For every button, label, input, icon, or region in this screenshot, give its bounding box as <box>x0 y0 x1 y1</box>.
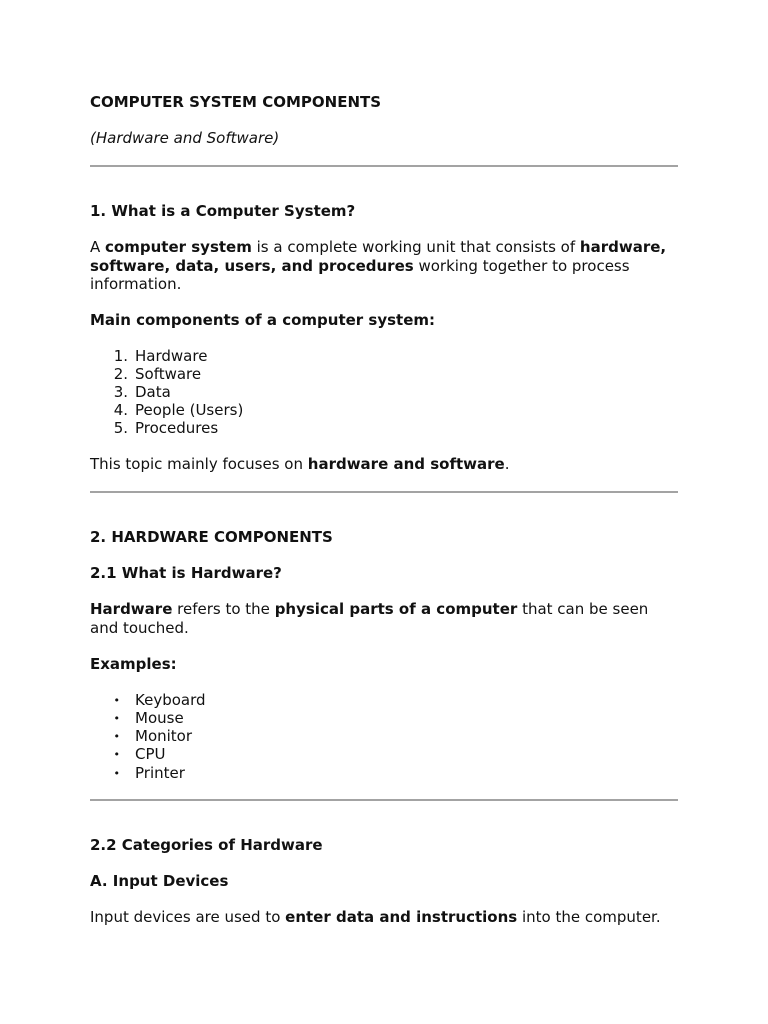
list-item <box>90 419 218 437</box>
divider <box>90 799 678 801</box>
sub-heading: Examples: <box>90 655 177 673</box>
divider <box>90 491 678 493</box>
list-item <box>90 347 207 365</box>
list-item <box>90 709 184 729</box>
list-item-text: Printer <box>135 764 185 782</box>
list-item <box>90 727 192 747</box>
sub-heading: A. Input Devices <box>90 872 229 890</box>
text-run: A <box>90 238 106 256</box>
document-title: COMPUTER SYSTEM COMPONENTS <box>90 93 382 111</box>
paragraph-line <box>90 600 680 618</box>
list-item <box>90 401 243 419</box>
document-subtitle: (Hardware and Software) <box>90 129 280 147</box>
bullet: • <box>113 767 120 780</box>
section-heading: 1. What is a Computer System? <box>90 202 356 220</box>
list-item-text: Hardware <box>135 347 208 365</box>
text-run: Input devices are used to <box>90 908 286 926</box>
bold-text: hardware, <box>579 238 667 256</box>
list-item-text: Mouse <box>135 709 184 727</box>
text-run: working together to process <box>413 257 630 275</box>
bold-text: software, data, users, and procedures <box>90 257 414 275</box>
text-run: into the computer. <box>517 908 661 926</box>
list-item <box>90 764 185 784</box>
list-item <box>90 691 206 711</box>
list-item <box>90 365 201 383</box>
list-marker: 1. <box>113 347 128 365</box>
paragraph-line <box>90 455 680 473</box>
text-run: is a complete working unit that consists of <box>251 238 580 256</box>
list-marker: 4. <box>113 401 128 419</box>
text-run: . <box>504 455 510 473</box>
bullet: • <box>113 694 120 707</box>
bold-text: Hardware <box>90 600 173 618</box>
text-run: that can be seen <box>517 600 649 618</box>
list-item-text: Software <box>135 365 202 383</box>
list-item-text: Procedures <box>135 419 219 437</box>
bold-text: physical parts of a computer <box>274 600 518 618</box>
paragraph-line: information. <box>90 275 182 293</box>
bullet: • <box>113 712 120 725</box>
sub-heading: 2.1 What is Hardware? <box>90 564 282 582</box>
bold-text: enter data and instructions <box>285 908 518 926</box>
list-item-text: People (Users) <box>135 401 244 419</box>
list-item <box>90 383 171 401</box>
section-heading: 2.2 Categories of Hardware <box>90 836 323 854</box>
list-marker: 5. <box>113 419 128 437</box>
sub-heading: Main components of a computer system: <box>90 311 436 329</box>
bold-text: computer system <box>105 238 252 256</box>
list-item-text: CPU <box>135 745 166 763</box>
bullet: • <box>113 730 120 743</box>
section-heading: 2. HARDWARE COMPONENTS <box>90 528 333 546</box>
paragraph-line <box>90 908 680 926</box>
bold-text: hardware and software <box>307 455 505 473</box>
paragraph-line <box>90 238 680 256</box>
list-item-text: Keyboard <box>135 691 206 709</box>
paragraph-line: and touched. <box>90 619 189 637</box>
list-item <box>90 745 166 765</box>
paragraph-line <box>90 257 680 275</box>
list-marker: 3. <box>113 383 128 401</box>
bullet: • <box>113 748 120 761</box>
text-run: refers to the <box>172 600 275 618</box>
text-run: This topic mainly focuses on <box>90 455 308 473</box>
list-item-text: Data <box>135 383 171 401</box>
divider <box>90 165 678 167</box>
list-marker: 2. <box>113 365 128 383</box>
list-item-text: Monitor <box>135 727 193 745</box>
